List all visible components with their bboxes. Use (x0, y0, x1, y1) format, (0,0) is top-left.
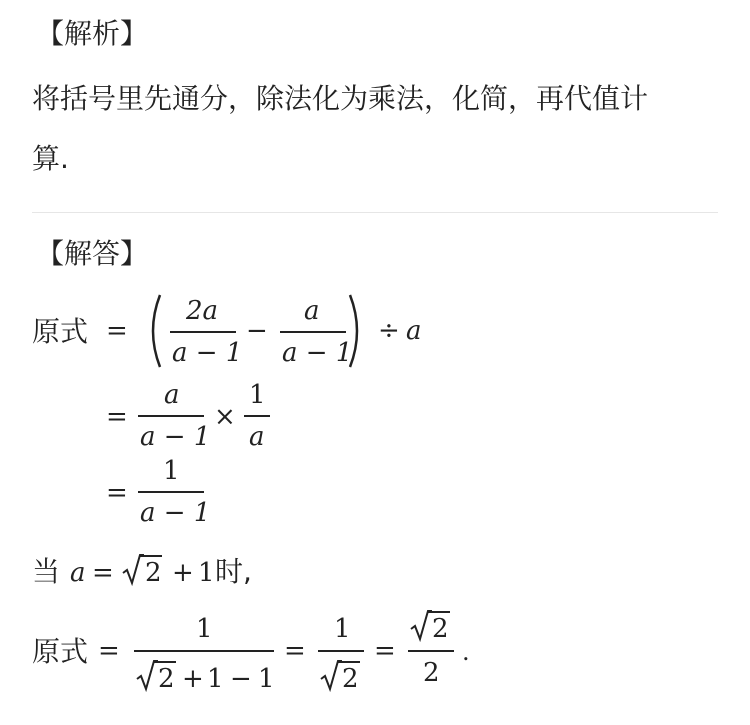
frac6-radicand: 2 (158, 664, 175, 694)
when-prefix: 当 (32, 555, 61, 588)
when-var: a (70, 558, 86, 588)
frac5-denominator: a − 1 (140, 498, 211, 528)
frac8-radicand: 2 (432, 614, 449, 644)
right-paren (346, 293, 366, 369)
frac4-denominator: a (249, 422, 265, 452)
frac3-numerator: a (164, 380, 180, 410)
frac3-denominator: a − 1 (140, 422, 211, 452)
when-equals: = (92, 558, 114, 588)
frac6-numerator: 1 (196, 614, 213, 644)
frac7-bar (318, 650, 364, 652)
frac2-denominator: a − 1 (282, 338, 353, 368)
frac2-bar (280, 331, 346, 333)
frac1-numerator: 2a (186, 296, 219, 326)
when-one: 1 (198, 558, 215, 588)
frac5-numerator: 1 (163, 456, 180, 486)
frac2-numerator: a (304, 296, 320, 326)
answer-heading: 【解答】 (36, 237, 149, 270)
frac8-bar (408, 650, 454, 652)
sqrt-vinculum (154, 661, 176, 663)
analysis-text-line1: 将括号里先通分，除法化为乘法，化简，再代值计 (32, 82, 649, 115)
frac7-radicand: 2 (342, 664, 359, 694)
times-sign: × (214, 402, 236, 432)
sqrt-icon (136, 660, 158, 692)
frac6-minus: − (230, 664, 252, 694)
section-divider (32, 212, 718, 213)
when-suffix: 时, (215, 555, 252, 588)
sqrt-vinculum (428, 611, 450, 613)
frac1-bar (170, 331, 236, 333)
frac7-numerator: 1 (334, 614, 351, 644)
frac3-bar (138, 415, 204, 417)
sqrt-vinculum (140, 555, 162, 557)
sqrt-vinculum (338, 661, 360, 663)
frac4-numerator: 1 (249, 380, 266, 410)
sqrt-icon (410, 610, 432, 642)
frac1-denominator: a − 1 (172, 338, 243, 368)
final-period: . (462, 638, 470, 666)
frac8-denominator: 2 (423, 658, 440, 688)
frac6-plus: + (182, 664, 204, 694)
divide-sign: ÷ (378, 316, 400, 346)
equals-sign-5: = (284, 636, 306, 666)
analysis-heading: 【解析】 (36, 17, 149, 50)
when-plus: + (172, 558, 194, 588)
left-paren (144, 293, 164, 369)
frac6-one: 1 (207, 664, 224, 694)
when-radicand: 2 (145, 558, 162, 588)
minus-sign: − (246, 316, 268, 346)
frac6-one-b: 1 (258, 664, 275, 694)
equals-sign-6: = (374, 636, 396, 666)
orig-label-1: 原式 (32, 315, 89, 348)
frac6-bar (134, 650, 274, 652)
divisor-var: a (406, 316, 422, 346)
equals-sign-2: = (106, 402, 128, 432)
sqrt-icon (122, 554, 144, 586)
orig-label-2: 原式 (32, 635, 89, 668)
frac5-bar (138, 491, 204, 493)
sqrt-icon (320, 660, 342, 692)
equals-sign-3: = (106, 478, 128, 508)
analysis-text-line2: 算. (32, 142, 69, 175)
frac4-bar (244, 415, 270, 417)
equals-sign-4: = (98, 636, 120, 666)
equals-sign-1: = (106, 316, 128, 346)
